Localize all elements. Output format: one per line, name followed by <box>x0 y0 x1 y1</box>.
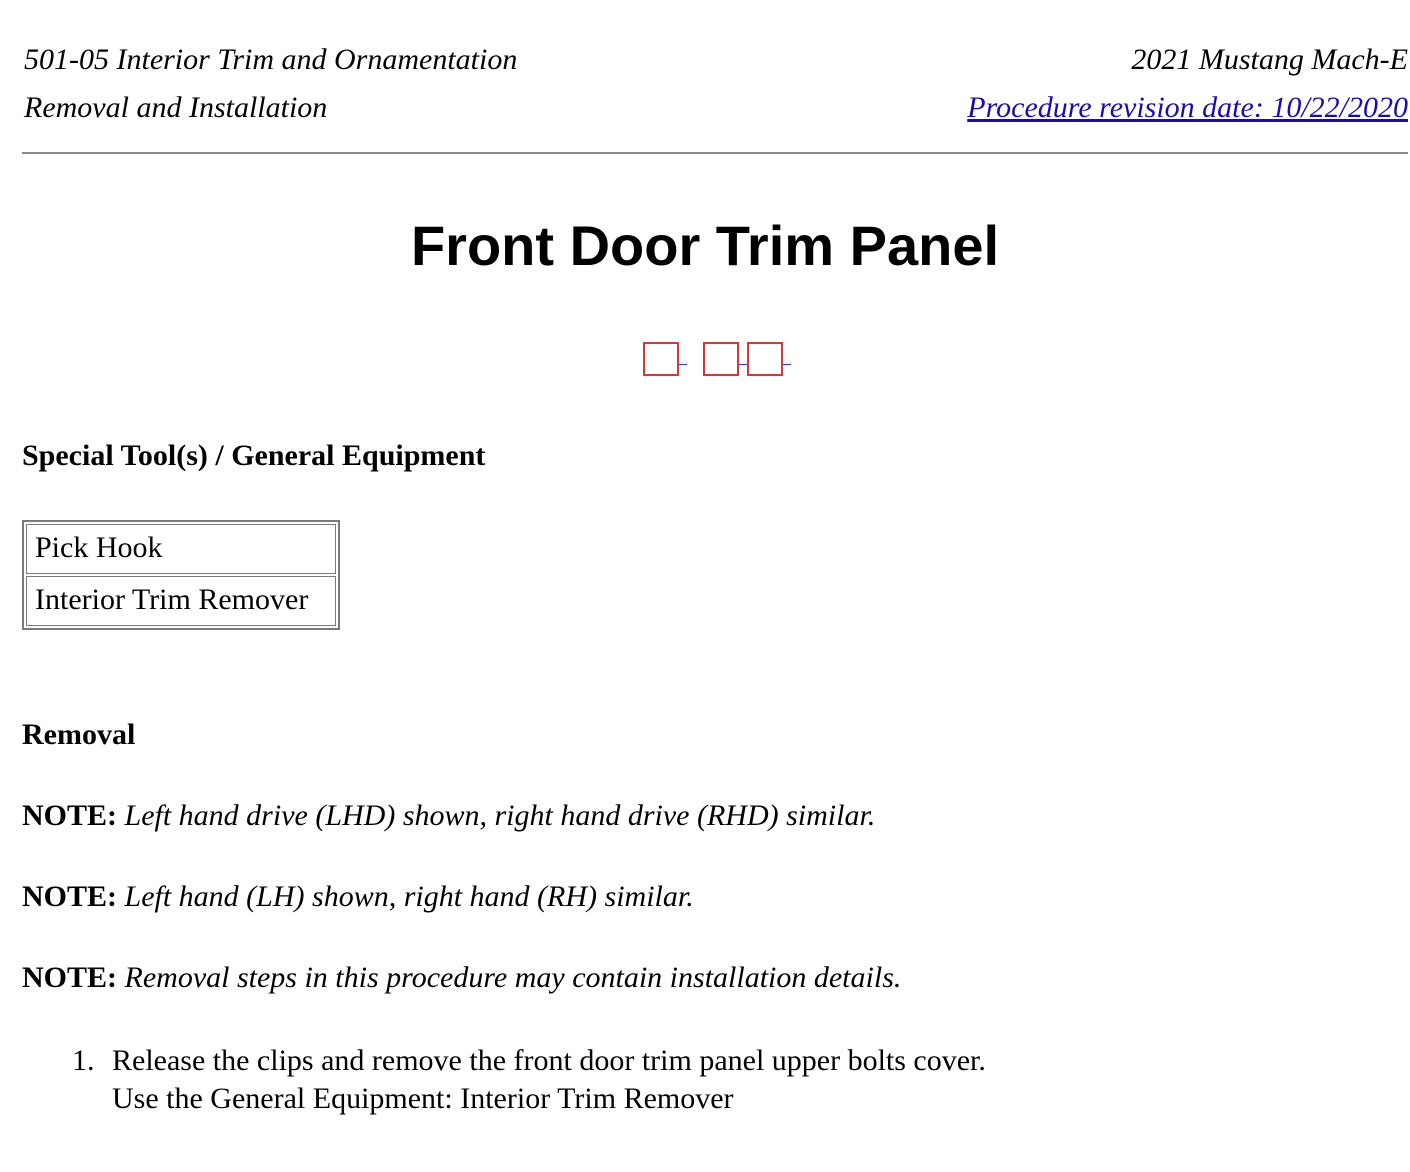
note-label: NOTE: <box>22 880 118 913</box>
note-text: Left hand (LH) shown, right hand (RH) similar. <box>124 880 694 913</box>
link-underline <box>739 364 747 365</box>
broken-image-icon[interactable] <box>703 342 739 376</box>
tool-cell: Interior Trim Remover <box>26 576 336 626</box>
table-row <box>26 576 336 626</box>
header-row-top <box>24 38 1408 86</box>
step-item <box>72 1042 986 1118</box>
page-title: Front Door Trim Panel <box>410 214 1000 277</box>
note-label: NOTE: <box>22 799 118 832</box>
removal-steps <box>72 1042 986 1118</box>
section-code: 501-05 Interior Trim and Ornamentation <box>24 43 518 76</box>
note-item <box>22 960 901 996</box>
note-text: Left hand drive (LHD) shown, right hand drive (RHD) similar. <box>124 799 876 832</box>
tools-heading: Special Tool(s) / General Equipment <box>22 439 486 472</box>
revision-date-link[interactable]: Procedure revision date: 10/22/2020 <box>967 91 1408 124</box>
broken-image-icon[interactable] <box>643 342 679 376</box>
broken-image-links <box>643 342 803 382</box>
tools-table <box>22 520 340 630</box>
tool-cell: Pick Hook <box>26 524 336 574</box>
removal-heading: Removal <box>22 718 136 751</box>
step-body <box>112 1042 986 1118</box>
broken-image-icon[interactable] <box>747 342 783 376</box>
document-header <box>24 38 1408 134</box>
table-row <box>26 524 336 574</box>
procedure-type: Removal and Installation <box>24 91 328 124</box>
note-item <box>22 798 875 834</box>
vehicle-name: 2021 Mustang Mach-E <box>1131 43 1408 76</box>
link-underline <box>783 364 791 365</box>
note-label: NOTE: <box>22 961 118 994</box>
header-row-bottom <box>24 86 1408 134</box>
step-text: Release the clips and remove the front door trim panel upper bolts cover. <box>112 1044 986 1077</box>
step-number: 1. <box>72 1044 95 1077</box>
note-item <box>22 879 694 915</box>
header-divider <box>22 152 1408 154</box>
link-underline <box>679 364 687 365</box>
note-text: Removal steps in this procedure may contain installation details. <box>124 961 902 994</box>
step-equipment: Use the General Equipment: Interior Trim Remover <box>112 1082 734 1115</box>
